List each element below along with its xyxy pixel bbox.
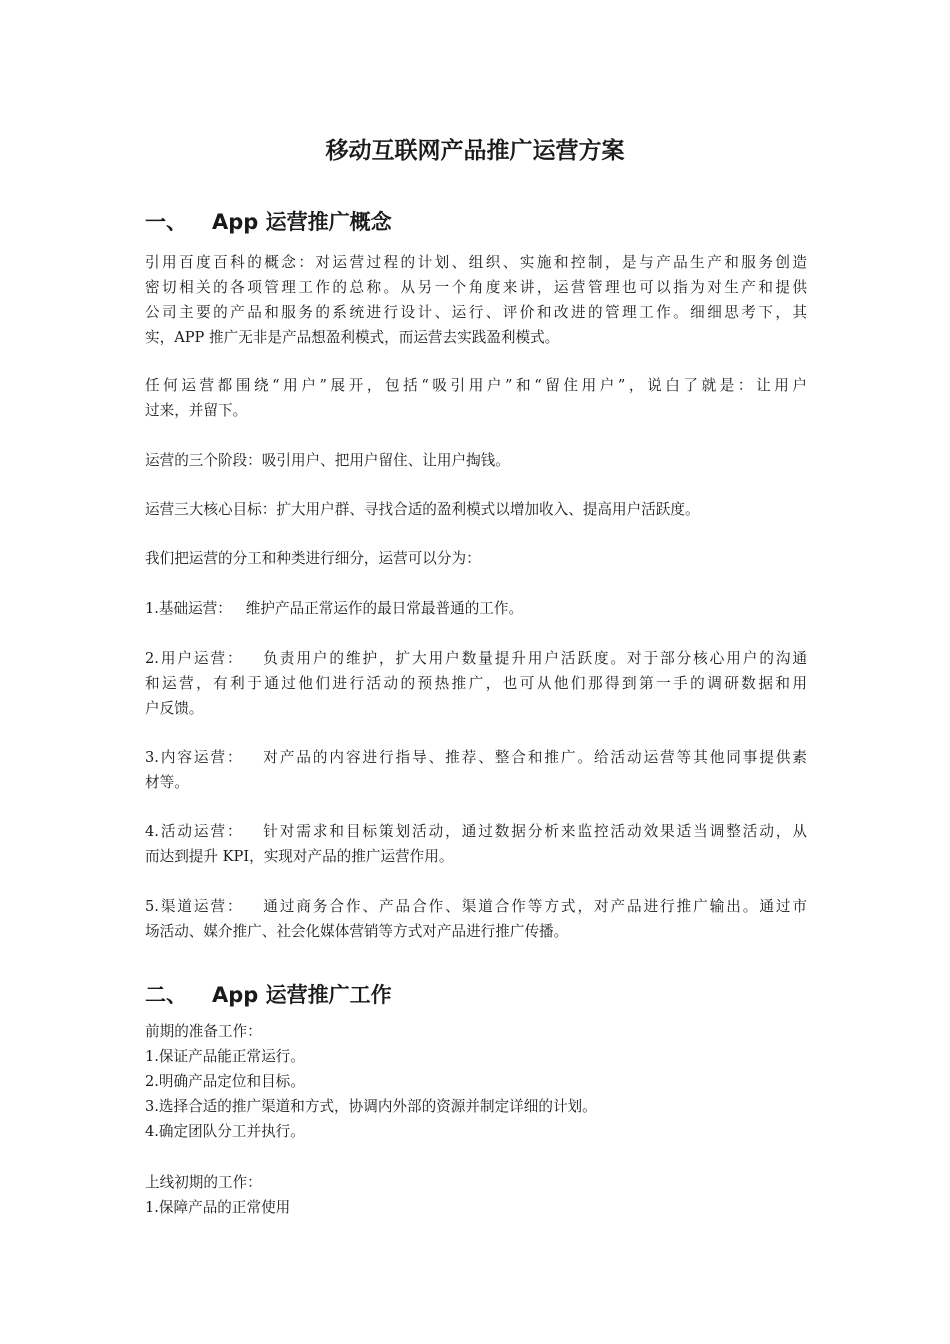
prep-item: 1.保证产品能正常运行。	[145, 1048, 305, 1065]
division-text: 我们把运营的分工和种类进行细分，运营可以分为：	[145, 550, 481, 567]
item-content-ops	[145, 745, 807, 795]
users-line: 任何运营都围绕“用户”展开，包括“吸引用户”和“留住用户”，说白了就是：让用户	[145, 377, 807, 394]
item-line: 场活动、媒介推广、社会化媒体营销等方式对产品进行推广传播。	[145, 923, 569, 940]
stages-text: 运营的三个阶段：吸引用户、把用户留住、让用户掏钱。	[145, 452, 510, 469]
item-channel-ops	[145, 894, 807, 944]
section2-heading	[145, 981, 392, 1009]
item-line: 和运营，有利于通过他们进行活动的预热推广，也可从他们那得到第一手的调研数据和用	[145, 675, 807, 692]
division-paragraph	[145, 546, 807, 571]
intro-line: 公司主要的产品和服务的系统进行设计、运行、评价和改进的管理工作。细细思考下，其	[145, 304, 807, 321]
item-event-ops	[145, 819, 807, 869]
intro-line: 密切相关的各项管理工作的总称。从另一个角度来讲，运营管理也可以指为对生产和提供	[145, 279, 807, 296]
launch-item: 1.保障产品的正常使用	[145, 1199, 291, 1216]
intro-paragraph	[145, 250, 807, 350]
item-line: 5.渠道运营： 通过商务合作、产品合作、渠道合作等方式，对产品进行推广输出。通过市	[145, 898, 807, 915]
prep-section	[145, 1019, 807, 1144]
item-line: 材等。	[145, 774, 189, 791]
item-user-ops	[145, 646, 807, 721]
goals-paragraph	[145, 497, 807, 522]
section1-number: 一、	[145, 210, 187, 234]
users-paragraph	[145, 373, 807, 423]
section1-heading	[145, 208, 392, 236]
document-title: 移动互联网产品推广运营方案	[325, 138, 625, 164]
prep-item: 4.确定团队分工并执行。	[145, 1123, 305, 1140]
stages-paragraph	[145, 448, 807, 473]
section1-heading-text: App 运营推广概念	[212, 210, 392, 234]
item-basic-ops	[145, 596, 807, 621]
item-line: 3.内容运营： 对产品的内容进行指导、推荐、整合和推广。给活动运营等其他同事提供素	[145, 749, 807, 766]
launch-title: 上线初期的工作：	[145, 1174, 262, 1191]
item-text: 1.基础运营： 维护产品正常运作的最日常最普通的工作。	[145, 600, 524, 617]
intro-line: 实，APP 推广无非是产品想盈利模式，而运营去实践盈利模式。	[145, 329, 560, 346]
item-line: 户反馈。	[145, 700, 204, 717]
item-line: 而达到提升 KPI，实现对产品的推广运营作用。	[145, 848, 454, 865]
item-line: 2.用户运营： 负责用户的维护，扩大用户数量提升用户活跃度。对于部分核心用户的沟通	[145, 650, 807, 667]
intro-line: 引用百度百科的概念：对运营过程的计划、组织、实施和控制，是与产品生产和服务创造	[145, 254, 807, 271]
users-line: 过来，并留下。	[145, 402, 248, 419]
launch-section	[145, 1170, 807, 1220]
goals-text: 运营三大核心目标：扩大用户群、寻找合适的盈利模式以增加收入、提高用户活跃度。	[145, 501, 700, 518]
prep-item: 3.选择合适的推广渠道和方式，协调内外部的资源并制定详细的计划。	[145, 1098, 597, 1115]
section2-heading-text: App 运营推广工作	[212, 983, 392, 1007]
item-line: 4.活动运营： 针对需求和目标策划活动，通过数据分析来监控活动效果适当调整活动，从	[145, 823, 807, 840]
section2-number: 二、	[145, 983, 187, 1007]
prep-item: 2.明确产品定位和目标。	[145, 1073, 305, 1090]
prep-title: 前期的准备工作：	[145, 1023, 262, 1040]
